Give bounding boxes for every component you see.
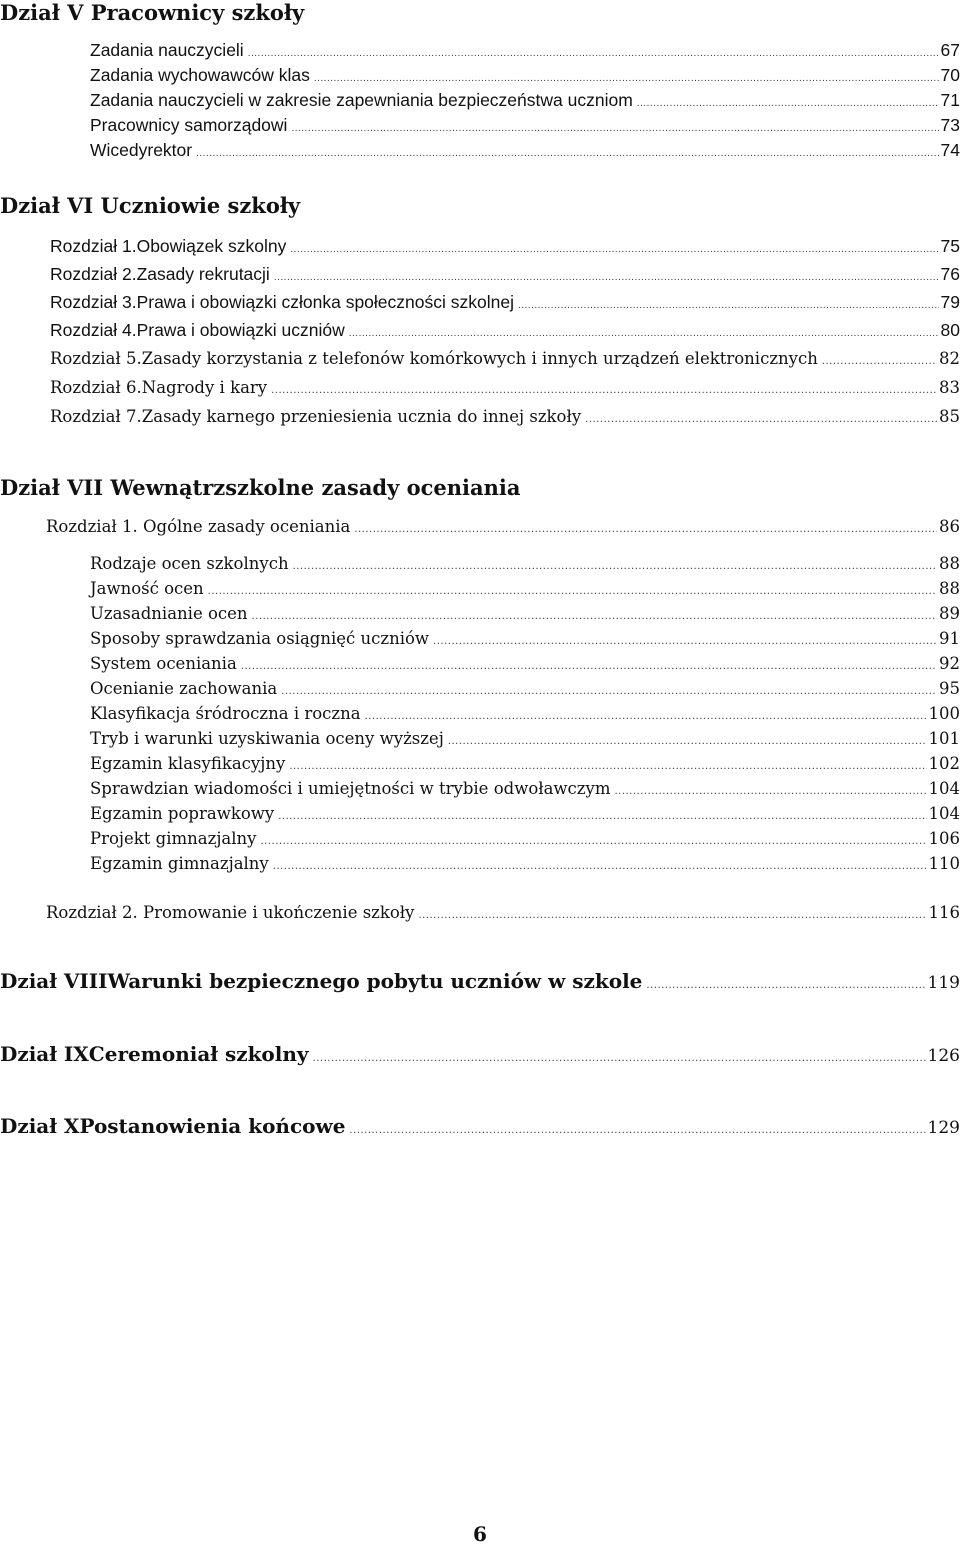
section-6-heading: Dział VI Uczniowie szkoły: [0, 193, 301, 218]
toc-entry-page: 101: [928, 729, 960, 748]
toc-entry[interactable]: [90, 702, 960, 729]
toc-entry-text: Sprawdzian wiadomości i umiejętności w trybie odwoławczym: [90, 779, 611, 798]
toc-entry-text: Warunki bezpiecznego pobytu uczniów w szkole: [107, 969, 643, 993]
dot-leader: [252, 605, 937, 629]
dot-leader: [290, 238, 938, 262]
toc-entry-text: Zadania wychowawców klas: [90, 65, 310, 85]
toc-entry-page: 104: [928, 804, 960, 823]
toc-entry-page: 86: [939, 517, 960, 536]
toc-entry-page: 110: [928, 854, 960, 873]
toc-entry-page: 88: [939, 554, 960, 573]
dot-leader: [433, 630, 937, 654]
toc-entry[interactable]: [50, 376, 960, 403]
dot-leader: [208, 580, 937, 604]
toc-entry[interactable]: [90, 777, 960, 804]
toc-entry[interactable]: [90, 63, 960, 91]
toc-entry-page: 67: [940, 40, 960, 60]
dot-leader: [349, 1118, 925, 1144]
chapter-label: Rozdział 7.: [50, 407, 142, 426]
toc-entry-text: Ocenianie zachowania: [90, 679, 278, 698]
toc-entry-text: Klasyfikacja śródroczna i roczna: [90, 704, 361, 723]
toc-entry-text: Tryb i warunki uzyskiwania oceny wyższej: [90, 729, 444, 748]
toc-entry[interactable]: [90, 88, 960, 116]
toc-entry-text: Prawa i obowiązki uczniów: [136, 320, 345, 340]
section-label: Dział X: [0, 1114, 80, 1138]
toc-entry-page: 73: [940, 115, 960, 135]
toc-entry-text: Rozdział 1. Ogólne zasady oceniania: [46, 517, 351, 536]
section-9-entry[interactable]: [0, 1041, 960, 1072]
toc-entry-page: 76: [940, 264, 960, 284]
toc-entry-page: 88: [939, 579, 960, 598]
toc-entry[interactable]: [90, 113, 960, 141]
toc-entry-text: Rozdział 2. Promowanie i ukończenie szkoły: [46, 903, 415, 922]
toc-entry-page: 82: [939, 349, 960, 368]
section-5-heading: Dział V Pracownicy szkoły: [0, 0, 305, 25]
toc-entry-page: 102: [928, 754, 960, 773]
toc-entry[interactable]: [90, 652, 960, 679]
toc-entry-text: Jawność ocen: [90, 579, 204, 598]
toc-entry-page: 70: [940, 65, 960, 85]
toc-entry-text: Zasady karnego przeniesienia ucznia do innej szkoły: [141, 407, 582, 426]
toc-entry-page: 71: [940, 90, 960, 110]
chapter-label: Rozdział 3.: [50, 292, 137, 312]
chapter-label: Rozdział 2.: [50, 264, 137, 284]
toc-entry[interactable]: [50, 347, 960, 374]
toc-entry[interactable]: [90, 852, 960, 879]
dot-leader: [518, 294, 939, 318]
dot-leader: [349, 322, 939, 346]
toc-entry-text: Zadania nauczycieli w zakresie zapewniania bezpieczeństwa uczniom: [90, 90, 633, 110]
chapter-label: Rozdział 1.: [50, 236, 137, 256]
dot-leader: [313, 1046, 926, 1072]
dot-leader: [614, 780, 926, 804]
toc-entry-page: 100: [928, 704, 960, 723]
toc-entry[interactable]: [90, 138, 960, 166]
toc-entry-text: Egzamin klasyfikacyjny: [90, 754, 286, 773]
toc-entry-page: 74: [940, 140, 960, 160]
toc-entry-page: 126: [927, 1046, 960, 1066]
toc-entry-text: Zadania nauczycieli: [90, 40, 244, 60]
toc-entry[interactable]: [50, 405, 960, 432]
dot-leader: [646, 973, 925, 999]
toc-entry-text: Egzamin poprawkowy: [90, 804, 275, 823]
dot-leader: [293, 555, 937, 579]
toc-entry[interactable]: [90, 827, 960, 854]
toc-entry-page: 83: [939, 378, 960, 397]
toc-entry-text: Projekt gimnazjalny: [90, 829, 257, 848]
section-8-entry[interactable]: [0, 968, 960, 999]
toc-entry[interactable]: [90, 602, 960, 629]
toc-entry[interactable]: [50, 290, 960, 318]
dot-leader: [241, 655, 937, 679]
section-10-entry[interactable]: [0, 1113, 960, 1144]
toc-entry[interactable]: [50, 318, 960, 346]
toc-entry-page: 75: [940, 236, 960, 256]
toc-entry[interactable]: [90, 752, 960, 779]
toc-entry-page: 91: [939, 629, 960, 648]
page-number: 6: [473, 1522, 487, 1546]
dot-leader: [585, 408, 937, 432]
toc-entry-text: Nagrody i kary: [141, 378, 268, 397]
dot-leader: [271, 379, 937, 403]
section-7-heading: Dział VII Wewnątrzszkolne zasady oceniania: [0, 475, 521, 500]
dot-leader: [289, 755, 926, 779]
toc-entry[interactable]: [90, 627, 960, 654]
toc-entry-page: 80: [940, 320, 960, 340]
toc-entry-text: Rodzaje ocen szkolnych: [90, 554, 289, 573]
dot-leader: [261, 830, 927, 854]
toc-entry-text: Sposoby sprawdzania osiągnięć uczniów: [90, 629, 430, 648]
toc-entry[interactable]: [90, 802, 960, 829]
toc-entry-page: 129: [927, 1118, 960, 1138]
toc-entry-page: 119: [927, 973, 960, 993]
dot-leader: [273, 855, 927, 879]
toc-entry-text: Obowiązek szkolny: [136, 236, 287, 256]
section-label: Dział VIII: [0, 969, 108, 993]
chapter-label: Rozdział 6.: [50, 378, 142, 397]
toc-entry-page: 85: [939, 407, 960, 426]
toc-entry-text: Egzamin gimnazjalny: [90, 854, 269, 873]
toc-entry[interactable]: [50, 234, 960, 262]
toc-entry[interactable]: [90, 38, 960, 66]
dot-leader: [281, 680, 937, 704]
toc-entry[interactable]: [90, 727, 960, 754]
toc-entry[interactable]: [90, 677, 960, 704]
toc-entry-text: Pracownicy samorządowi: [90, 115, 288, 135]
toc-entry-page: 92: [939, 654, 960, 673]
toc-entry-page: 116: [928, 903, 960, 922]
toc-entry-text: System oceniania: [90, 654, 237, 673]
toc-entry[interactable]: [50, 262, 960, 290]
toc-entry-text: Wicedyrektor: [90, 140, 193, 160]
dot-leader: [278, 805, 926, 829]
toc-entry-page: 79: [940, 292, 960, 312]
dot-leader: [448, 730, 927, 754]
dot-leader: [822, 350, 937, 374]
toc-entry-text: Uzasadnianie ocen: [90, 604, 248, 623]
toc-entry-page: 95: [939, 679, 960, 698]
toc-entry-page: 104: [928, 779, 960, 798]
toc-entry-text: Zasady rekrutacji: [136, 264, 270, 284]
chapter-label: Rozdział 4.: [50, 320, 137, 340]
toc-entry[interactable]: [90, 552, 960, 579]
chapter-label: Rozdział 5.: [50, 349, 142, 368]
dot-leader: [354, 518, 937, 542]
toc-entry[interactable]: [46, 901, 960, 928]
toc-entry-text: Postanowienia końcowe: [79, 1114, 346, 1138]
section-label: Dział IX: [0, 1042, 89, 1066]
toc-entry-text: Zasady korzystania z telefonów komórkowych i innych urządzeń elektronicznych: [141, 349, 818, 368]
toc-entry-text: Ceremoniał szkolny: [88, 1042, 309, 1066]
dot-leader: [196, 142, 938, 166]
toc-entry[interactable]: [46, 515, 960, 542]
toc-entry-page: 106: [928, 829, 960, 848]
toc-entry-text: Prawa i obowiązki członka społeczności szkolnej: [136, 292, 514, 312]
toc-entry-page: 89: [939, 604, 960, 623]
toc-entry[interactable]: [90, 577, 960, 604]
dot-leader: [418, 904, 926, 928]
dot-leader: [274, 266, 939, 290]
dot-leader: [365, 705, 927, 729]
